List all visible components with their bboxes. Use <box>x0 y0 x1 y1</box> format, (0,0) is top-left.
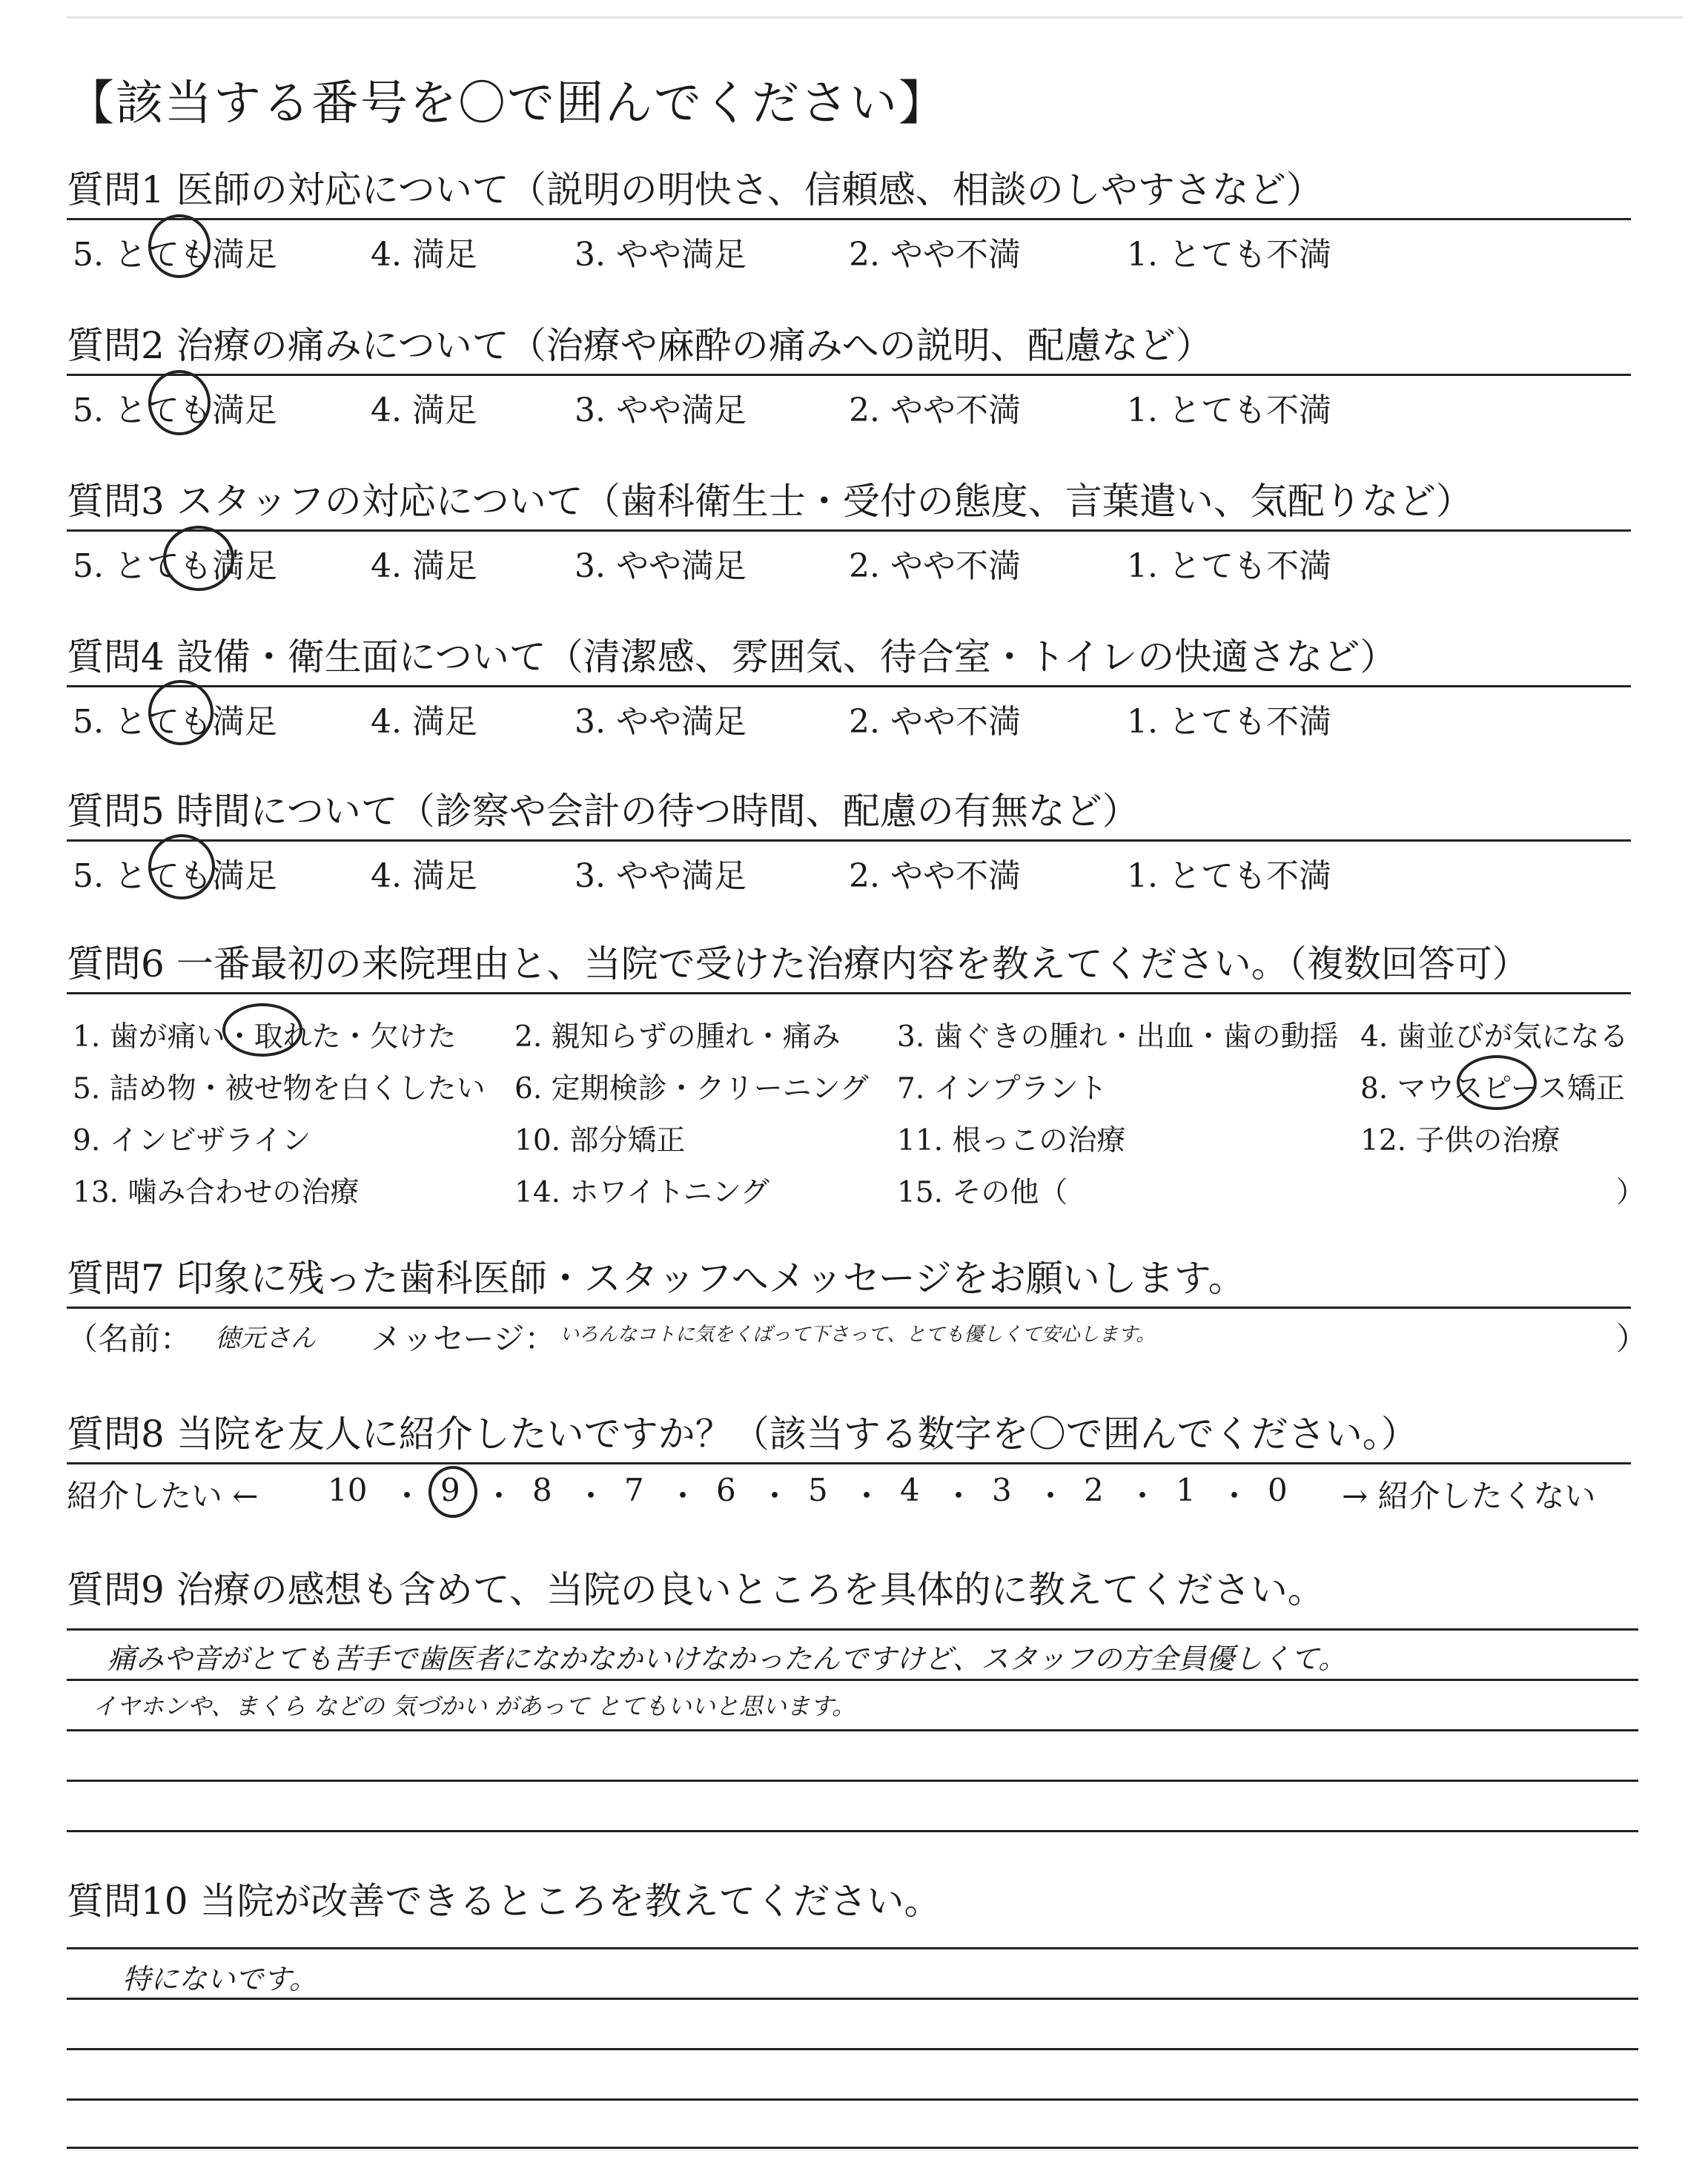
option-very-satisfied[interactable]: 5. とても満足 <box>73 547 277 585</box>
scale-separator: ・ <box>391 1478 423 1514</box>
treatment-options <box>67 994 1646 1209</box>
question-10-title: 質問10 当院が改善できるところを教えてください。 <box>67 1880 941 1923</box>
answer-circle-mark <box>148 834 215 899</box>
name-label: （名前： <box>67 1321 192 1357</box>
option-satisfied[interactable]: 4. 満足 <box>371 857 477 895</box>
treatment-option[interactable]: 12. 子供の治療 <box>1360 1124 1560 1157</box>
writing-line <box>67 2048 1638 2050</box>
writing-line <box>67 1947 1638 1949</box>
option-very-dissatisfied[interactable]: 1. とても不満 <box>1127 236 1331 274</box>
option-very-dissatisfied[interactable]: 1. とても不満 <box>1127 703 1331 741</box>
scale-separator: ・ <box>851 1478 883 1514</box>
option-somewhat-dissatisfied[interactable]: 2. やや不満 <box>849 703 1021 741</box>
option-somewhat-dissatisfied[interactable]: 2. やや不満 <box>849 547 1021 585</box>
treatment-option[interactable]: 4. 歯並びが気になる <box>1360 1020 1629 1054</box>
question-3-title: 質問3 スタッフの対応について（歯科衛生士・受付の態度、言葉遣い、気配りなど） <box>67 480 1473 523</box>
option-somewhat-satisfied[interactable]: 3. やや満足 <box>575 703 747 741</box>
question-1 <box>67 165 1631 274</box>
question-4-options <box>67 687 1631 741</box>
option-somewhat-dissatisfied[interactable]: 2. やや不満 <box>849 236 1021 274</box>
question-6 <box>67 939 1646 1209</box>
treatment-option[interactable]: 6. 定期検診・クリーニング <box>514 1072 869 1106</box>
question-2-title: 質問2 治療の痛みについて（治療や麻酔の痛みへの説明、配慮など） <box>67 324 1213 367</box>
scale-value[interactable]: 5 <box>808 1472 828 1508</box>
question-8-title: 質問8 当院を友人に紹介したいですか？（該当する数字を〇で囲んでください。） <box>67 1413 1418 1456</box>
recommend-right-label: → 紹介したくない <box>1342 1478 1596 1514</box>
answer-circle-mark <box>148 680 214 745</box>
option-satisfied[interactable]: 4. 満足 <box>371 392 477 429</box>
answer-text[interactable]: 特にないです。 <box>122 1963 317 1995</box>
question-1-options <box>67 220 1631 274</box>
option-very-satisfied[interactable]: 5. とても満足 <box>73 703 277 741</box>
name-field[interactable]: 徳元さん <box>215 1324 316 1353</box>
question-6-title: 質問6 一番最初の来院理由と、当院で受けた治療内容を教えてください。（複数回答可） <box>67 942 1529 985</box>
scale-value[interactable]: 0 <box>1268 1472 1288 1508</box>
page-top-edge <box>67 16 1683 19</box>
treatment-other-close: ） <box>1616 1176 1646 1209</box>
recommend-scale <box>67 1464 1631 1513</box>
treatment-option[interactable]: 7. インプラント <box>897 1072 1108 1106</box>
option-somewhat-satisfied[interactable]: 3. やや満足 <box>575 857 747 895</box>
question-9 <box>67 1565 1631 1615</box>
answer-circle-mark <box>428 1466 477 1518</box>
writing-line <box>67 1998 1638 2000</box>
question-4-title: 質問4 設備・衛生面について（清潔感、雰囲気、待合室・トイレの快適さなど） <box>67 635 1397 678</box>
answer-circle-mark <box>222 1003 302 1057</box>
option-satisfied[interactable]: 4. 満足 <box>371 703 477 741</box>
option-very-dissatisfied[interactable]: 1. とても不満 <box>1127 857 1331 895</box>
option-satisfied[interactable]: 4. 満足 <box>371 547 477 585</box>
message-close: ） <box>1616 1321 1648 1357</box>
question-2-options <box>67 376 1631 429</box>
answer-circle-mark <box>148 214 211 278</box>
scale-value[interactable]: 10 <box>328 1472 368 1508</box>
treatment-option[interactable]: 5. 詰め物・被せ物を白くしたい <box>73 1072 486 1106</box>
scale-value[interactable]: 1 <box>1176 1472 1196 1508</box>
writing-line <box>67 1628 1638 1631</box>
option-very-satisfied[interactable]: 5. とても満足 <box>73 236 277 274</box>
scale-separator: ・ <box>759 1478 791 1514</box>
treatment-option[interactable]: 8. マウスピース矯正 <box>1360 1072 1625 1106</box>
recommend-left-label: 紹介したい ← <box>67 1478 259 1514</box>
message-label: メッセージ： <box>371 1321 556 1357</box>
treatment-option[interactable]: 2. 親知らずの腫れ・痛み <box>514 1020 841 1054</box>
form-header: 【該当する番号を〇で囲んでください】 <box>67 76 947 131</box>
question-4 <box>67 632 1631 741</box>
treatment-option[interactable]: 3. 歯ぐきの腫れ・出血・歯の動揺 <box>897 1020 1339 1054</box>
option-satisfied[interactable]: 4. 満足 <box>371 236 477 274</box>
option-somewhat-satisfied[interactable]: 3. やや満足 <box>575 547 747 585</box>
writing-line <box>67 1830 1638 1832</box>
answer-circle-mark <box>163 526 234 591</box>
question-10 <box>67 1876 1631 1926</box>
answer-circle-mark <box>1457 1055 1537 1110</box>
scale-separator: ・ <box>483 1478 515 1514</box>
question-5-options <box>67 842 1631 895</box>
scale-value[interactable]: 4 <box>900 1472 920 1508</box>
question-1-title: 質問1 医師の対応について（説明の明快さ、信頼感、相談のしやすさなど） <box>67 168 1323 211</box>
question-5-title: 質問5 時間について（診察や会計の待つ時間、配慮の有無など） <box>67 790 1139 833</box>
scale-value[interactable]: 8 <box>532 1472 552 1508</box>
question-8 <box>67 1409 1631 1513</box>
option-somewhat-dissatisfied[interactable]: 2. やや不満 <box>849 857 1021 895</box>
question-7-title: 質問7 印象に残った歯科医師・スタッフへメッセージをお願いします。 <box>67 1257 1245 1300</box>
answer-text[interactable]: 痛みや音がとても苦手で歯医者になかなかいけなかったんですけど、スタッフの方全員優しくて。 <box>107 1642 1347 1675</box>
scale-separator: ・ <box>1219 1478 1251 1514</box>
option-somewhat-satisfied[interactable]: 3. やや満足 <box>575 392 747 429</box>
question-5 <box>67 786 1631 895</box>
question-9-title: 質問9 治療の感想も含めて、当院の良いところを具体的に教えてください。 <box>67 1568 1325 1611</box>
treatment-option[interactable]: 10. 部分矯正 <box>514 1124 686 1157</box>
message-line <box>67 1309 1648 1357</box>
treatment-option[interactable]: 13. 噛み合わせの治療 <box>73 1176 360 1209</box>
writing-line <box>67 2147 1638 2149</box>
question-3-options <box>67 532 1631 585</box>
treatment-option[interactable]: 15. その他（ <box>897 1176 1068 1209</box>
treatment-option[interactable]: 1. 歯が痛い・取れた・欠けた <box>73 1020 457 1054</box>
scale-value[interactable]: 2 <box>1084 1472 1104 1508</box>
treatment-option[interactable]: 9. インビザライン <box>73 1124 311 1157</box>
writing-line <box>67 1729 1638 1731</box>
question-7 <box>67 1253 1648 1357</box>
scale-value[interactable]: 9 <box>440 1472 460 1508</box>
scale-separator: ・ <box>575 1478 607 1514</box>
option-somewhat-dissatisfied[interactable]: 2. やや不満 <box>849 392 1021 429</box>
scale-separator: ・ <box>943 1478 975 1514</box>
option-somewhat-satisfied[interactable]: 3. やや満足 <box>575 236 747 274</box>
question-2 <box>67 320 1631 429</box>
option-very-satisfied[interactable]: 5. とても満足 <box>73 857 277 895</box>
option-very-dissatisfied[interactable]: 1. とても不満 <box>1127 392 1331 429</box>
option-very-dissatisfied[interactable]: 1. とても不満 <box>1127 547 1331 585</box>
writing-line <box>67 1679 1638 1681</box>
answer-circle-mark <box>148 370 211 435</box>
scale-separator: ・ <box>1035 1478 1067 1514</box>
writing-line <box>67 2098 1638 2101</box>
answer-text[interactable]: イヤホンや、まくら などの 気づかい があって とてもいいと思います。 <box>93 1692 856 1720</box>
scale-separator: ・ <box>667 1478 699 1514</box>
treatment-option[interactable]: 11. 根っこの治療 <box>897 1124 1126 1157</box>
question-3 <box>67 476 1631 585</box>
message-field[interactable]: いろんなコトに気をくばって下さって、とても優しくて安心します。 <box>560 1324 1156 1346</box>
scale-value[interactable]: 3 <box>992 1472 1012 1508</box>
treatment-option[interactable]: 14. ホワイトニング <box>514 1176 769 1209</box>
scale-separator: ・ <box>1127 1478 1159 1514</box>
scale-value[interactable]: 6 <box>716 1472 736 1508</box>
scale-value[interactable]: 7 <box>624 1472 644 1508</box>
writing-line <box>67 1780 1638 1782</box>
option-very-satisfied[interactable]: 5. とても満足 <box>73 392 277 429</box>
